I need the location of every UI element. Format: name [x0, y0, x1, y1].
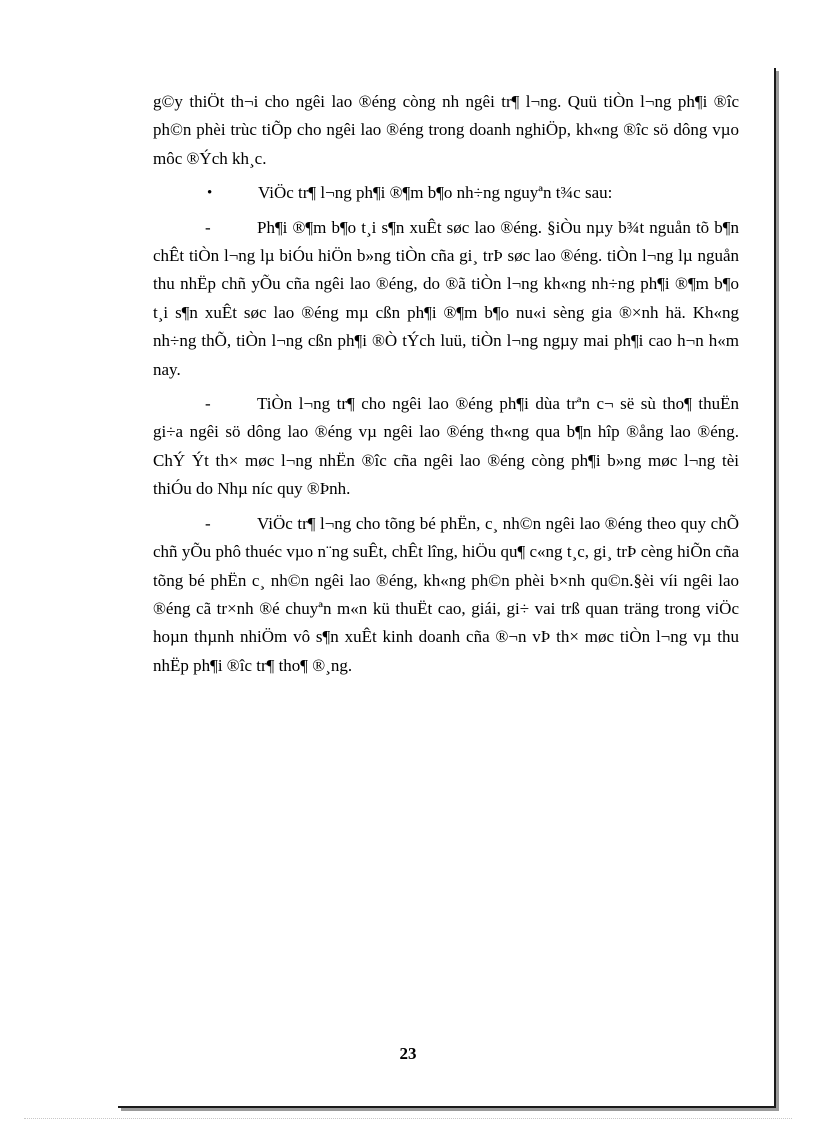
- bottom-dotted-rule: [24, 1118, 792, 1119]
- bullet-text: ViÖc tr¶ l¬ng ph¶i ®¶m b¶o nh÷ng nguyªn t¾c sau:: [258, 183, 613, 203]
- paragraph-intro-continuation: g©y thiÖt th¬i cho ngêi lao ®éng còng nh ngêi tr¶ l¬ng. Quü tiÒn l¬ng ph¶i ®îc ph©n phèi trùc tiÕp cho ngêi lao ®éng trong doanh nghiÖp, kh«ng ®îc sö dông vµo môc ®Ých kh¸c.: [153, 92, 739, 168]
- dash-mark: -: [205, 513, 211, 533]
- paragraph-text: TiÒn l¬ng tr¶ cho ngêi lao ®éng ph¶i dùa trªn c¬ së sù tho¶ thuËn gi÷a ngêi sö dông lao ®éng vµ ngêi lao ®éng th«ng qua b¶n hîp ®ång lao ®éng. ChÝ Ýt th× møc l¬ng nhËn ®îc cña ngêi lao ®éng còng ph¶i b»ng møc l¬ng tèi thiÓu do Nhµ níc quy ®Þnh.: [153, 394, 739, 499]
- paragraph-principle-2: [153, 390, 739, 504]
- page-number: 23: [399, 1044, 417, 1063]
- document-body: [153, 88, 739, 680]
- paragraph-principle-1: [153, 214, 739, 384]
- paragraph-text: ViÖc tr¶ l¬ng cho tõng bé phËn, c¸ nh©n ngêi lao ®éng theo quy chÕ chñ yÕu phô thuéc vµo n¨ng suÊt, chÊt lîng, hiÖu qu¶ c«ng t¸c, gi¸ trÞ cèng hiÕn cña tõng bé phËn c¸ nh©n ngêi lao ®éng, kh«ng ph©n phèi b×nh qu©n.§èi víi ngêi lao ®éng cã tr×nh ®é chuyªn m«n kü thuËt cao, giái, gi÷ vai trß quan träng trong viÖc hoµn thµnh nhiÖm vô s¶n xuÊt kinh doanh cña ®¬n vÞ th× møc tiÒn l¬ng vµ thu nhËp ph¶i ®îc tr¶ tho¶ ®¸ng.: [153, 513, 739, 675]
- dash-mark: -: [205, 394, 211, 414]
- bullet-mark: •: [207, 185, 213, 202]
- bullet-item-principles: [153, 179, 739, 207]
- paragraph-principle-3: [153, 510, 739, 680]
- paragraph-text: Ph¶i ®¶m b¶o t¸i s¶n xuÊt søc lao ®éng. §iÒu nµy b¾t nguån tõ b¶n chÊt tiÒn l¬ng lµ biÓu hiÖn b»ng tiÒn cña gi¸ trÞ søc lao ®éng. tiÒn l¬ng lµ nguån thu nhËp chñ yÕu cña ngêi lao ®éng, do ®ã tiÒn l¬ng kh«ng nh÷ng ph¶i ®¶m b¶o t¸i s¶n xuÊt søc lao ®éng mµ cßn ph¶i ®¶m b¶o nu«i sèng gia ®×nh hä. Kh«ng nh÷ng thÕ, tiÒn l¬ng cßn ph¶i ®Ò tÝch luü, tiÒn l¬ng ngµy mai ph¶i cao h¬n h«m nay.: [153, 217, 739, 379]
- dash-mark: -: [205, 217, 211, 237]
